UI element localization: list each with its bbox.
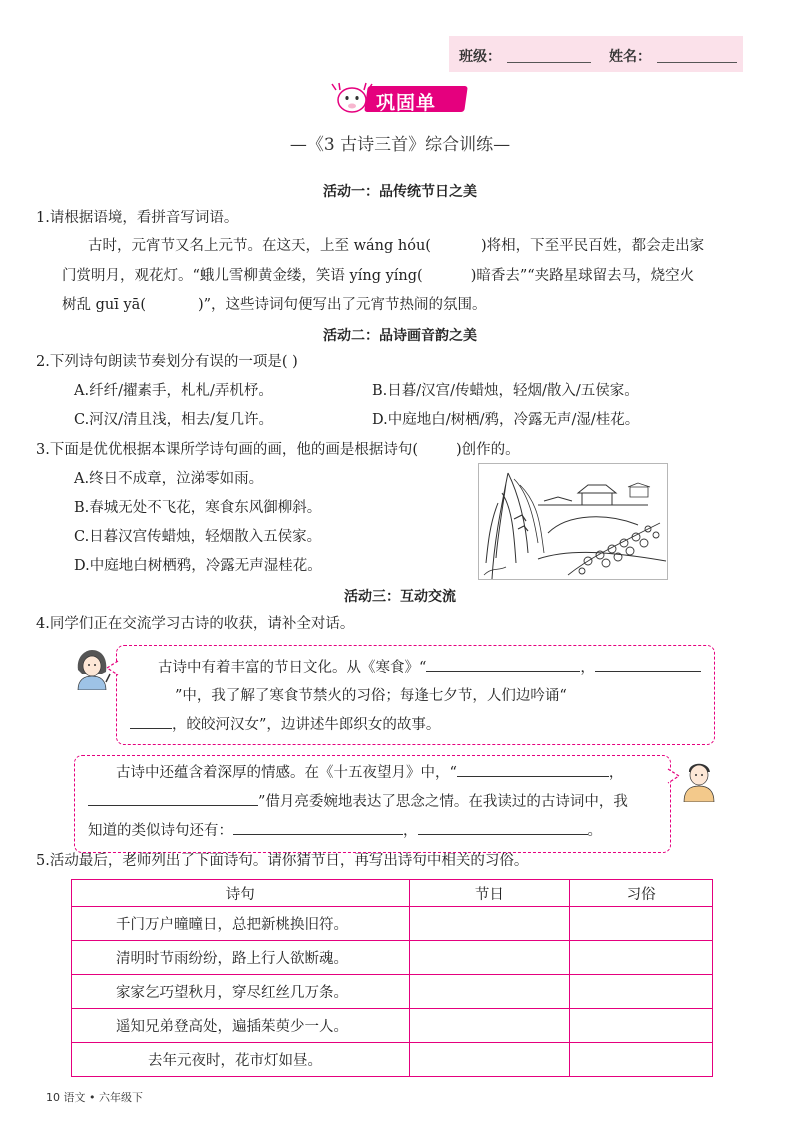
bubble-pointer-right: [666, 768, 680, 784]
table-row: [72, 941, 713, 975]
table-row: [72, 907, 713, 941]
q2-stem: 2.下列诗句朗读节奏划分有误的一项是( ): [36, 354, 298, 370]
banner-title: 巩固单: [376, 92, 437, 114]
boy-line3-comma: ，: [403, 823, 418, 839]
q3-stem-b: )创作的。: [456, 442, 520, 458]
boy-blank1[interactable]: [457, 762, 609, 777]
custom-cell[interactable]: [570, 1043, 713, 1077]
q1-line3: [62, 295, 487, 315]
festival-cell[interactable]: [409, 1009, 570, 1043]
poem-cell: 清明时节雨纷纷，路上行人欲断魂。: [72, 941, 410, 975]
header-custom: 习俗: [570, 880, 713, 907]
festival-cell[interactable]: [409, 907, 570, 941]
girl-line1: [158, 657, 701, 678]
q2-option-c[interactable]: C.河汉/清且浅，相去/复几许。: [74, 412, 273, 428]
girl-line1-text: 古诗中有着丰富的节日文化。从《寒食》“: [158, 660, 427, 676]
boy-line3: [88, 820, 602, 841]
class-label: 班级：: [459, 49, 501, 65]
name-field[interactable]: [657, 62, 737, 63]
girl-line2: ”中，我了解了寒食节禁火的习俗；每逢七夕节，人们边吟诵“: [175, 688, 567, 704]
q1-line2-b: )暗香去”“夹路星球留去马，烧空火: [470, 268, 695, 284]
custom-cell[interactable]: [570, 1009, 713, 1043]
activity1-title: 活动一：品传统节日之美: [323, 184, 477, 200]
q1-line1: [88, 236, 704, 256]
willow-palace-illustration: [478, 463, 668, 580]
poem-cell: 遥知兄弟登高处，遍插茱萸少一人。: [72, 1009, 410, 1043]
poem-cell: 去年元夜时，花市灯如昼。: [72, 1043, 410, 1077]
custom-cell[interactable]: [570, 975, 713, 1009]
q4-stem: 4.同学们正在交流学习古诗的收获，请补全对话。: [36, 616, 355, 632]
boy-blank2[interactable]: [88, 791, 258, 806]
girl-blank1[interactable]: [426, 657, 580, 672]
q2-option-b[interactable]: B.日暮/汉宫/传蜡烛，轻烟/散入/五侯家。: [372, 383, 639, 399]
q2-option-a[interactable]: A.纤纤/擢素手，札札/弄机杼。: [74, 383, 273, 399]
q2-option-d[interactable]: D.中庭地白/树栖/鸦，冷露无声/湿/桂花。: [372, 412, 640, 428]
festival-cell[interactable]: [409, 975, 570, 1009]
boy-line1: [116, 762, 623, 783]
festival-cell[interactable]: [409, 941, 570, 975]
q1-line1-a: 古时，元宵节又名上元节。在这天，上至 wáng hóu(: [88, 238, 431, 254]
boy-line3-period: 。: [587, 823, 602, 839]
q1-line2: [62, 266, 694, 286]
q3-option-a[interactable]: A.终日不成章，泣涕零如雨。: [74, 471, 264, 487]
page-footer: 10 语文 • 六年级下: [46, 1091, 143, 1104]
name-label: 姓名：: [609, 49, 651, 65]
bubble-pointer: [106, 660, 120, 676]
q3-option-d[interactable]: D.中庭地白树栖鸦，冷露无声湿桂花。: [74, 558, 322, 574]
boy-line3-text: 知道的类似诗句还有：: [88, 823, 233, 839]
q3-stem: [36, 440, 520, 460]
boy-avatar-icon: [680, 758, 718, 802]
q3-option-c[interactable]: C.日暮汉宫传蜡烛，轻烟散入五侯家。: [74, 529, 322, 545]
q3-stem-a: 3.下面是优优根据本课所学诗句画的画，他的画是根据诗句(: [36, 442, 418, 458]
title-banner: [330, 82, 470, 116]
q1-line1-b: )将相，下至平民百姓，都会走出家: [480, 238, 705, 254]
boy-blank4[interactable]: [418, 820, 588, 835]
q1-line3-a: 树乱 guī yā(: [62, 297, 146, 313]
q3-option-b[interactable]: B.春城无处不飞花，寒食东风御柳斜。: [74, 500, 322, 516]
table-row: [72, 1043, 713, 1077]
poem-cell: 家家乞巧望秋月，穿尽红丝几万条。: [72, 975, 410, 1009]
girl-blank2[interactable]: [595, 657, 701, 672]
girl-line3-text: ，皎皎河汉女”，边讲述牛郎织女的故事。: [172, 717, 441, 733]
student-info-box: [449, 36, 743, 72]
custom-cell[interactable]: [570, 941, 713, 975]
page-subtitle: —《3 古诗三首》综合训练—: [289, 135, 511, 155]
class-field[interactable]: [507, 62, 591, 63]
q1-stem: 1.请根据语境，看拼音写词语。: [36, 210, 239, 226]
boy-line1-comma: ，: [608, 765, 624, 781]
girl-line3: [130, 714, 440, 735]
boy-line1-text: 古诗中还蕴含着深厚的情感。在《十五夜望月》中，“: [116, 765, 457, 781]
poem-cell: 千门万户曈曈日，总把新桃换旧符。: [72, 907, 410, 941]
boy-blank3[interactable]: [233, 820, 403, 835]
table-header-row: [72, 880, 713, 907]
q1-line2-a: 门赏明月，观花灯。“蛾儿雪柳黄金缕，笑语 yíng yíng(: [62, 268, 423, 284]
table-row: [72, 975, 713, 1009]
header-festival: 节日: [409, 880, 570, 907]
festival-cell[interactable]: [409, 1043, 570, 1077]
activity3-title: 活动三：互动交流: [344, 589, 456, 605]
boy-line2: [88, 791, 628, 812]
festival-table: [71, 879, 713, 1077]
boy-line2-text: ”借月亮委婉地表达了思念之情。在我读过的古诗词中，我: [258, 794, 628, 810]
q1-line3-b: )”，这些诗词句便写出了元宵节热闹的氛围。: [197, 297, 487, 313]
girl-blank3[interactable]: [130, 714, 172, 729]
girl-line1-comma: ，: [580, 660, 595, 676]
header-poem: 诗句: [72, 880, 410, 907]
table-row: [72, 1009, 713, 1043]
custom-cell[interactable]: [570, 907, 713, 941]
q5-stem: 5.活动最后，老师列出了下面诗句。请你猜节日，再写出诗句中相关的习俗。: [36, 853, 529, 869]
activity2-title: 活动二：品诗画音韵之美: [323, 328, 477, 344]
